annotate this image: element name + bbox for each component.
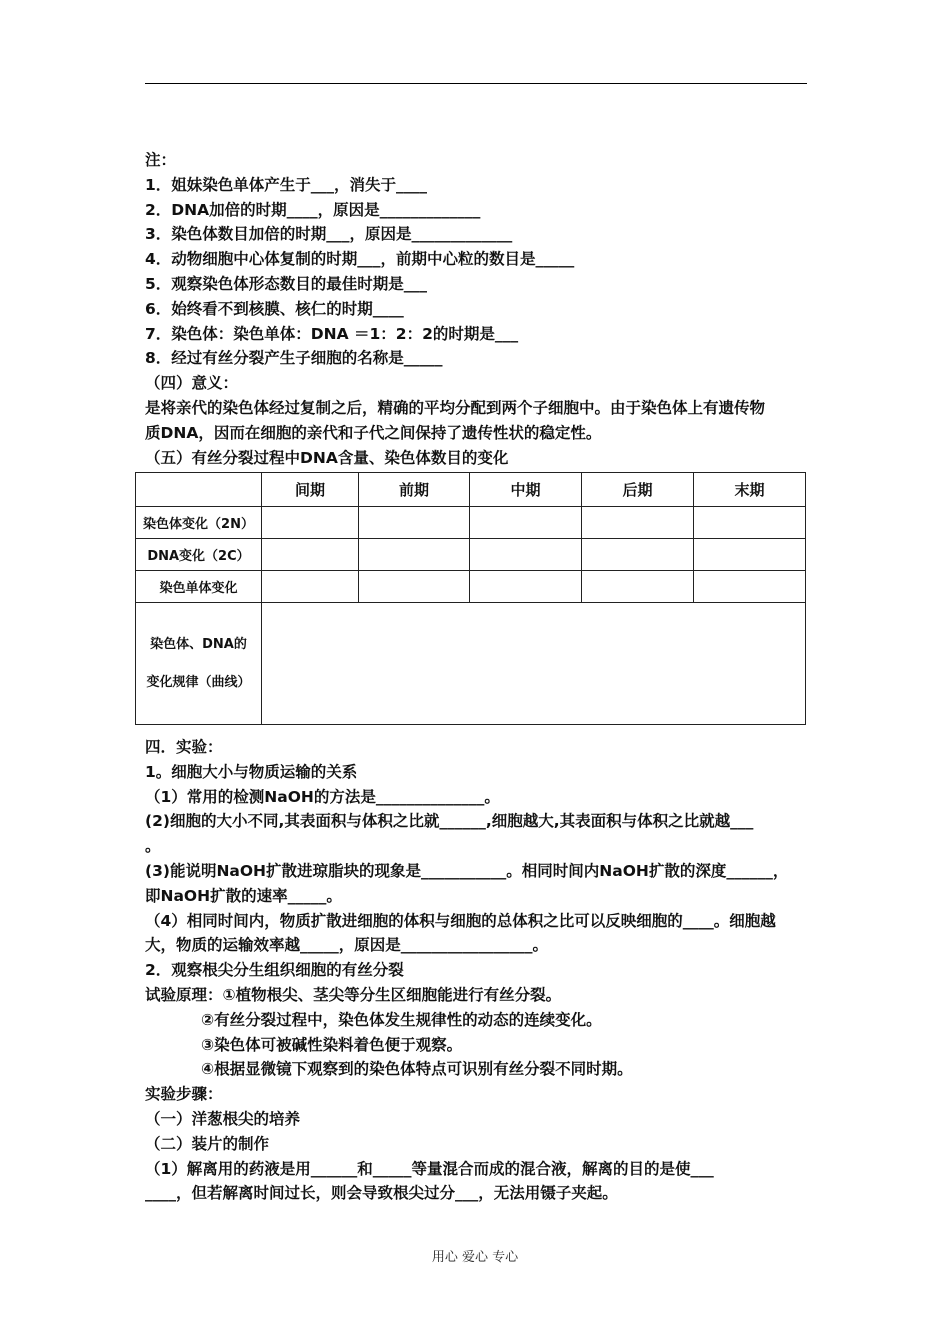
column-header: 后期: [582, 473, 694, 507]
experiment-heading: 四．实验：: [145, 738, 223, 756]
note-item-2: 2．DNA加倍的时期____，原因是_____________: [145, 200, 481, 219]
principle-1: 试验原理：①植物根尖、茎尖等分生区细胞能进行有丝分裂。: [145, 985, 562, 1004]
header-rule: [145, 83, 807, 84]
significance-line-2: 质DNA，因而在细胞的亲代和子代之间保持了遗传性状的稳定性。: [145, 423, 602, 442]
table-row: [136, 539, 806, 571]
s1-question-4-line-b: 大，物质的运输效率越_____，原因是_________________。: [145, 936, 549, 955]
table-cell: [359, 571, 470, 603]
page-footer: 用心 爱心 专心: [431, 1250, 519, 1265]
step-1: （一）洋葱根尖的培养: [145, 1109, 301, 1128]
column-header: 中期: [470, 473, 582, 507]
table-cell: [359, 507, 470, 539]
table-cell: [470, 571, 582, 603]
row-label: DNA变化（2C）: [136, 539, 262, 571]
principle-2: ②有丝分裂过程中，染色体发生规律性的动态的连续变化。: [201, 1010, 602, 1029]
table-corner-cell: [136, 473, 262, 507]
notes-section: [145, 148, 810, 470]
table-cell: [262, 571, 359, 603]
mitosis-change-table: [135, 472, 806, 725]
note-item-3: 3．染色体数目加倍的时期___，原因是_____________: [145, 225, 513, 244]
table-cell: [470, 539, 582, 571]
s1-question-3-line-a: (3)能说明NaOH扩散进琼脂块的现象是___________。相同时间内NaOH扩散的深度______，: [145, 861, 789, 880]
table-header-row: [136, 473, 806, 507]
table-cell: [470, 507, 582, 539]
section-1-title: 1。细胞大小与物质运输的关系: [145, 762, 358, 781]
table-cell: [359, 539, 470, 571]
note-item-8: 8．经过有丝分裂产生子细胞的名称是_____: [145, 349, 443, 368]
note-item-6: 6．始终看不到核膜、核仁的时期____: [145, 299, 404, 318]
table-cell: [694, 507, 806, 539]
table-cell: [582, 507, 694, 539]
principle-4: ④根据显微镜下观察到的染色体特点可识别有丝分裂不同时期。: [201, 1060, 633, 1079]
s1-question-1: （1）常用的检测NaOH的方法是______________。: [145, 787, 500, 806]
steps-label: 实验步骤：: [145, 1085, 223, 1104]
table-heading: （五）有丝分裂过程中DNA含量、染色体数目的变化: [145, 448, 509, 467]
table-row: [136, 571, 806, 603]
curve-row-label-line-1: 染色体、DNA的: [150, 636, 247, 652]
section-2-title: 2．观察根尖分生组织细胞的有丝分裂: [145, 961, 404, 980]
note-item-7: 7．染色体：染色单体：DNA ＝1：2：2的时期是___: [145, 324, 519, 343]
curve-row-label-line-2: 变化规律（曲线）: [146, 674, 251, 690]
notes-title: 注：: [145, 151, 177, 169]
table-cell: [582, 571, 694, 603]
table-curve-row: [136, 603, 806, 725]
table-cell: [582, 539, 694, 571]
s1-question-3-line-b: 即NaOH扩散的速率_____。: [145, 886, 342, 905]
note-item-4: 4．动物细胞中心体复制的时期___，前期中心粒的数目是_____: [145, 250, 575, 269]
step-2-question-1-line-b: ____，但若解离时间过长，则会导致根尖过分___，无法用镊子夹起。: [145, 1184, 618, 1203]
note-item-1: 1．姐妹染色单体产生于___，消失于____: [145, 175, 428, 194]
table-cell: [694, 571, 806, 603]
principle-3: ③染色体可被碱性染料着色便于观察。: [201, 1035, 463, 1054]
column-header: 间期: [262, 473, 359, 507]
step-2-question-1-line-a: （1）解离用的药液是用______和_____等量混合而成的混合液，解离的目的是使___: [145, 1159, 714, 1178]
table-cell: [262, 539, 359, 571]
step-2: （二）装片的制作: [145, 1134, 270, 1153]
row-label: 染色体变化（2N）: [136, 507, 262, 539]
curve-row-label: [136, 603, 262, 725]
curve-drawing-area: [262, 603, 806, 725]
s1-question-2-line-b: 。: [145, 837, 161, 856]
table-cell: [694, 539, 806, 571]
column-header: 末期: [694, 473, 806, 507]
note-item-5: 5．观察染色体形态数目的最佳时期是___: [145, 274, 428, 293]
significance-heading: （四）意义：: [145, 374, 239, 393]
table-row: [136, 507, 806, 539]
s1-question-2-line-a: (2)细胞的大小不同,其表面积与体积之比就______,细胞越大,其表面积与体积之比就越___: [145, 812, 754, 831]
row-label: 染色单体变化: [136, 571, 262, 603]
significance-line-1: 是将亲代的染色体经过复制之后，精确的平均分配到两个子细胞中。由于染色体上有遗传物: [145, 398, 766, 417]
s1-question-4-line-a: （4）相同时间内，物质扩散进细胞的体积与细胞的总体积之比可以反映细胞的____。细胞越: [145, 911, 776, 930]
table-cell: [262, 507, 359, 539]
column-header: 前期: [359, 473, 470, 507]
experiment-section: [145, 735, 810, 1206]
